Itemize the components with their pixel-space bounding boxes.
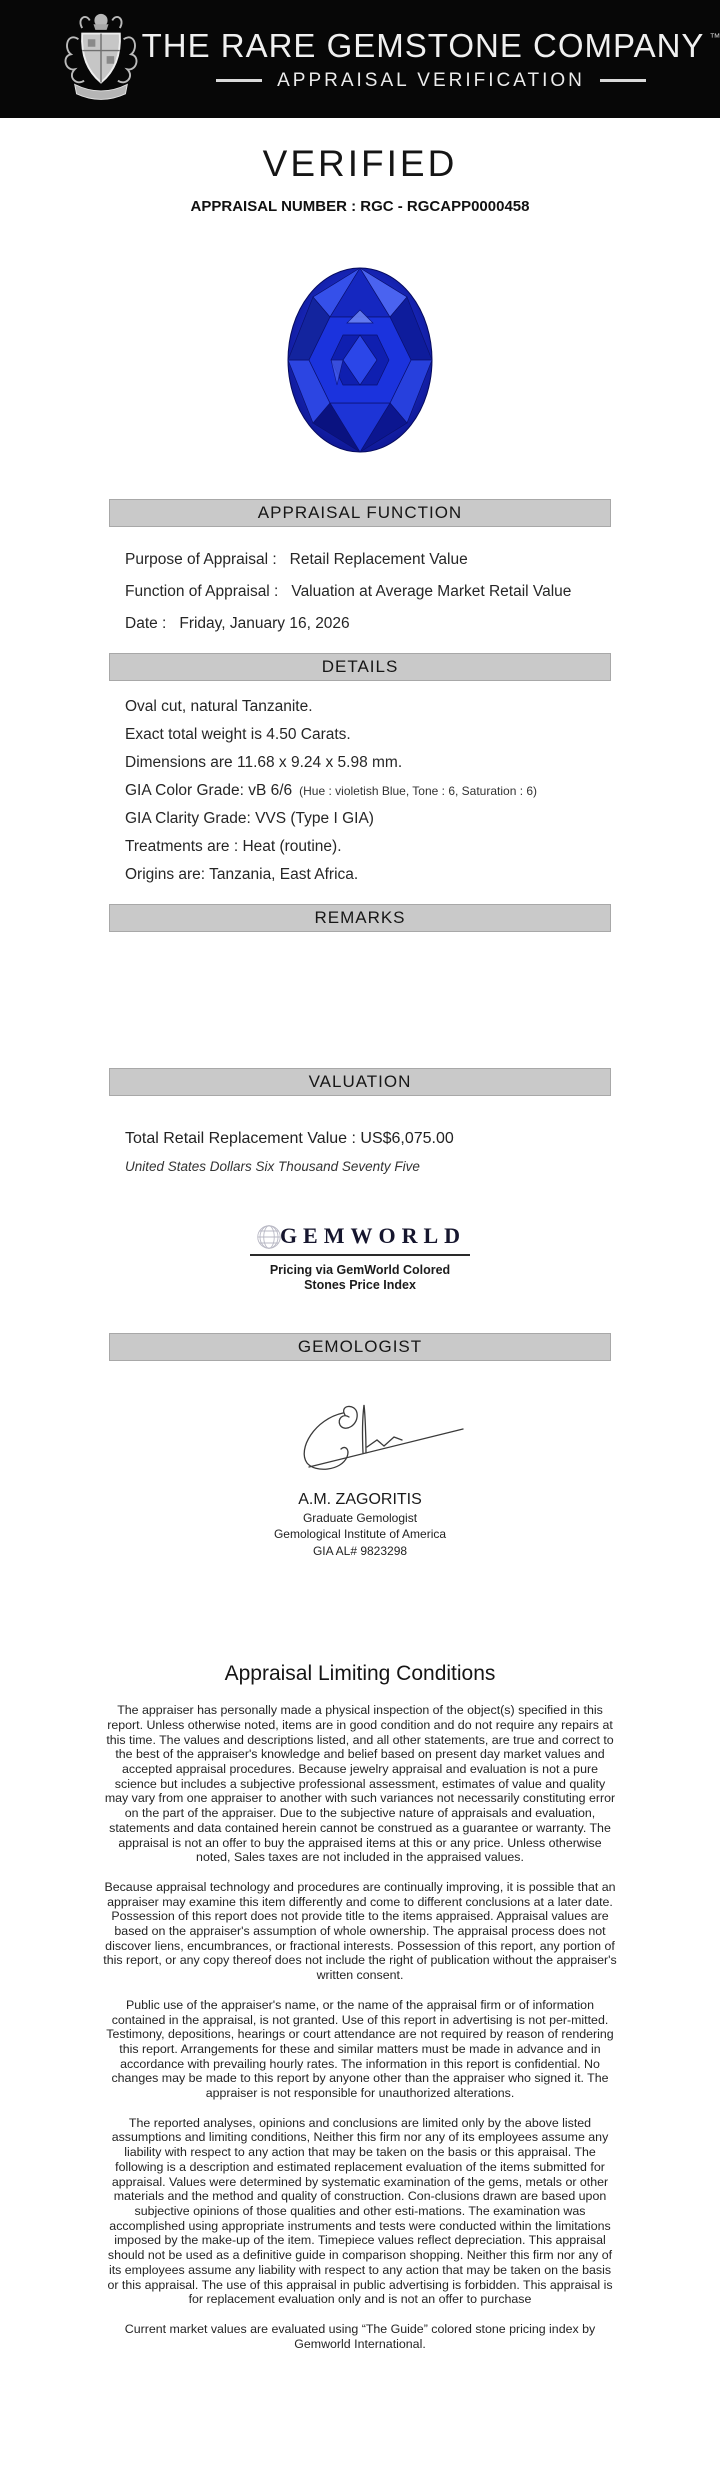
row-value: Retail Replacement Value (289, 550, 468, 568)
section-bar-details (109, 653, 611, 681)
gemologist-institute: Gemological Institute of America (273, 1527, 447, 1542)
detail-line: Origins are: Tanzania, East Africa. (125, 865, 359, 883)
section-heading-appraisal-function: APPRAISAL FUNCTION (257, 502, 463, 522)
limiting-conditions-paragraph: Because appraisal technology and procedures are continually improving, it is possible that an appraiser may examine this item differently and come to different conclusions at a later date. Possession of this report does not provide title to the items appraised. Appraisal values are based on the appraiser's assumption of whole ownership. The appraisal process does not discover liens, encumbrances, or fractional interests. Possession of this report, any portion of this report, or any copy thereof does not include the right of publication without the appraiser's written consent. (103, 1879, 617, 1983)
tagline-row (216, 71, 646, 90)
row-label: Date : (125, 614, 167, 632)
detail-line: Dimensions are 11.68 x 9.24 x 5.98 mm. (125, 753, 403, 771)
valuation-body (109, 1130, 611, 1174)
gemologist-title: Graduate Gemologist (302, 1510, 418, 1525)
tanzanite-gem-image (285, 265, 435, 455)
company-name (141, 26, 720, 64)
amount-in-words: United States Dollars Six Thousand Seventy Five (125, 1158, 420, 1174)
row-label: Purpose of Appraisal : (125, 550, 277, 568)
appraisal-function-row (125, 551, 611, 569)
row-value: Valuation at Average Market Retail Value (291, 582, 572, 600)
gemworld-logo-block (250, 1222, 470, 1293)
limiting-conditions-paragraph: Current market values are evaluated using “The Guide” colored stone pricing index by Gemworld International. (124, 2321, 596, 2351)
detail-line: GIA Clarity Grade: VVS (Type I GIA) (125, 809, 374, 827)
detail-line: Treatments are : Heat (routine). (125, 837, 342, 855)
row-value: Friday, January 16, 2026 (179, 614, 350, 632)
section-bar-appraisal-function (109, 499, 611, 527)
gemworld-caption-line1: Pricing via GemWorld Colored (269, 1262, 451, 1277)
tagline-dash-right (600, 79, 646, 82)
section-bar-remarks (109, 904, 611, 932)
appraisal-number: APPRAISAL NUMBER : RGC - RGCAPP0000458 (190, 197, 530, 215)
company-banner (0, 0, 720, 118)
banner-text (141, 0, 720, 118)
limiting-conditions-paragraph: The appraiser has personally made a physical inspection of the object(s) specified in this report. Unless otherwise noted, items are in good condition and do not require any repairs at this time. The values and descriptions listed, and all other statements, are true and correct to the best of the appraiser's knowledge and belief based on present day market values and accepted appraisal procedures. Because jewelry appraisal and evaluation is not a pure science but includes a subjective professional assessment, estimates of value and quality may vary from one appraiser to another with such variances not necessarily constituting error on the part of the appraiser. Due to the subjective nature of appraisals and evaluation, statements and data contained herein cannot be construed as a guarantee or warranty. The appraisal is not an offer to buy the appraised items at this or any price. Unless otherwise noted, Sales taxes are not included in the appraised values. (104, 1703, 616, 1865)
trademark-symbol: ™ (709, 31, 720, 44)
total-replacement-value: Total Retail Replacement Value : US$6,075.00 (125, 1129, 454, 1147)
verified-title: VERIFIED (262, 143, 458, 184)
section-heading-valuation: VALUATION (308, 1071, 412, 1091)
section-heading-gemologist: GEMOLOGIST (297, 1336, 423, 1356)
section-bar-valuation (109, 1068, 611, 1096)
appraisal-function-row (125, 615, 611, 633)
gemworld-wordmark: GEMWORLD (279, 1223, 467, 1249)
detail-line-color-grade (125, 782, 611, 800)
appraisal-function-row (125, 583, 611, 601)
gemologist-name: A.M. ZAGORITIS (298, 1490, 422, 1508)
color-grade-main: GIA Color Grade: vB 6/6 (125, 781, 293, 799)
gemologist-license: GIA AL# 9823298 (312, 1543, 408, 1558)
gemworld-logo-row (250, 1222, 470, 1256)
gemworld-caption-line2: Stones Price Index (304, 1277, 416, 1292)
limiting-conditions-text (102, 1703, 618, 2351)
color-grade-note: (Hue : violetish Blue, Tone : 6, Saturation : 6) (299, 783, 538, 798)
heraldic-crest-icon (54, 6, 148, 112)
banner-tagline: APPRAISAL VERIFICATION (277, 69, 585, 91)
appraisal-function-body (109, 551, 611, 633)
row-label: Function of Appraisal : (125, 582, 279, 600)
tagline-dash-left (216, 79, 262, 82)
details-body (109, 698, 611, 884)
limiting-conditions-heading: Appraisal Limiting Conditions (224, 1662, 496, 1686)
section-heading-details: DETAILS (321, 656, 399, 676)
section-bar-gemologist (109, 1333, 611, 1361)
section-heading-remarks: REMARKS (314, 907, 406, 927)
limiting-conditions-paragraph: The reported analyses, opinions and conclusions are limited only by the above listed assumptions and limiting conditions, Neither this firm nor any of its employees assume any liability with respect to any action that may be taken on the basis or this appraisal. The following is a description and estimated replacement evaluation of the items submitted for appraisal. Values were determined by systematic examination of the gems, metals or other materials and the method and quality of construction. Con-clusions drawn are based upon subjective opinions of those qualities and other esti-mations. The examination was accomplished using appropriate instruments and tests were conducted within the limitations imposed by the make-up of the item. Timepiece values reflect depreciation. This appraisal should not be used as a definitive guide in comparison shopping. Neither this firm nor any of its employees assume any liability with respect to any action that may be taken on the basis or this appraisal. The use of this appraisal in public advertising is forbidden. This appraisal is for replacement evaluation only and is not an offer to purchase (107, 2115, 613, 2307)
gemologist-signature (245, 1401, 475, 1481)
detail-line: Oval cut, natural Tanzanite. (125, 697, 313, 715)
gemworld-caption (250, 1263, 470, 1293)
remarks-empty-space (0, 932, 720, 1068)
gemstone-photo (285, 265, 435, 455)
limiting-conditions-paragraph: Public use of the appraiser's name, or the name of the appraisal firm or of information contained in the appraisal, is not granted. Use of this report in advertising is not per-mitted. Testimony, depositions, hearings or court attendance are not required by reason of rendering this report. Arrangements for these and similar matters must be made in advance and in accordance with prevailing hourly rates. The information in this report is confidential. No changes may be made to this report by anyone other than the appraiser who signed it. The appraiser is not responsible for unauthorized alterations. (106, 1997, 614, 2101)
detail-line: Exact total weight is 4.50 Carats. (125, 725, 351, 743)
company-name-text: THE RARE GEMSTONE COMPANY (141, 26, 705, 64)
